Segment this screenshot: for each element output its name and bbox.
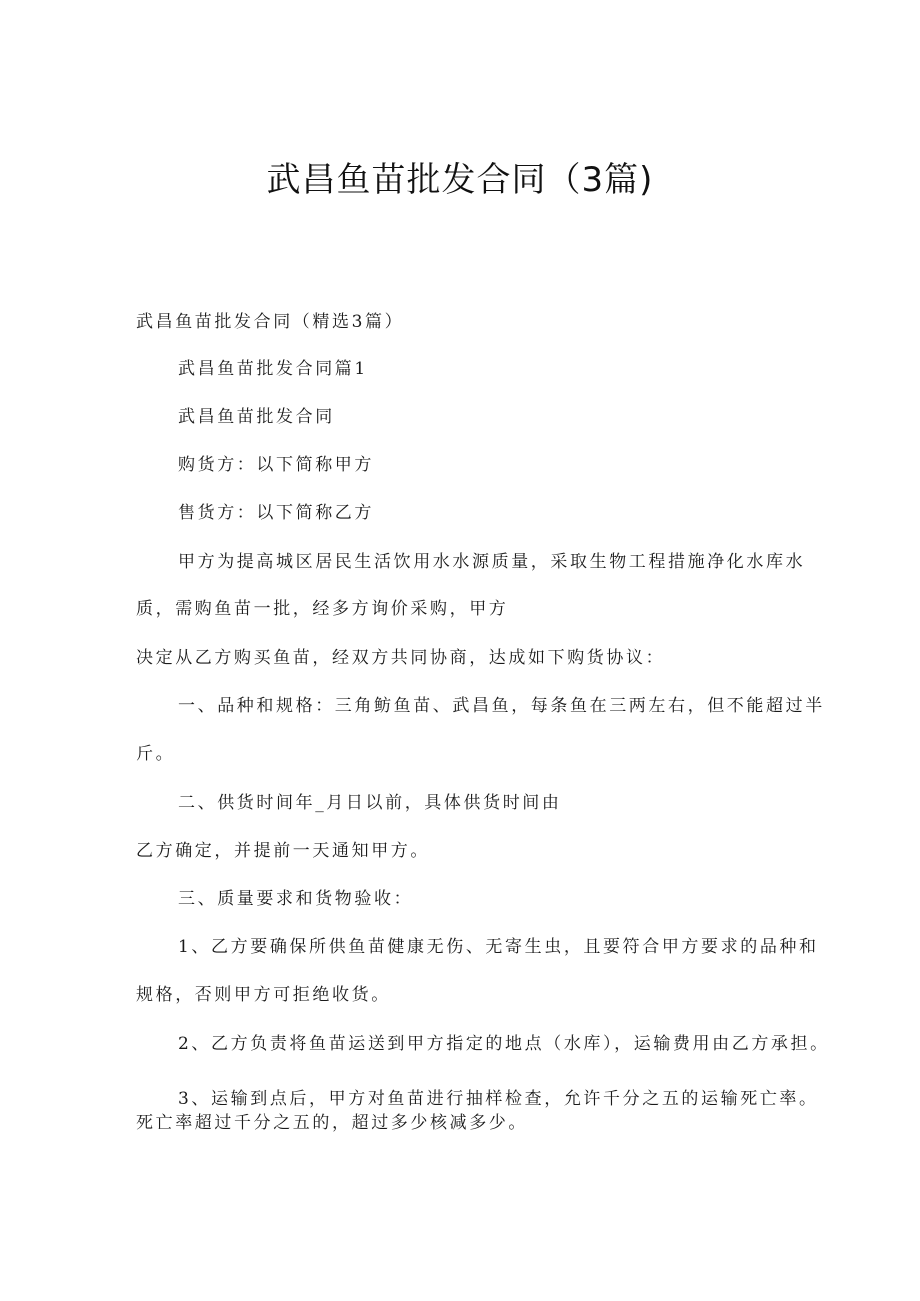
sub-clause-two: 2、乙方负责将鱼苗运送到甲方指定的地点（水库），运输费用由乙方承担。 [178, 1034, 830, 1054]
paragraph-line: 质，需购鱼苗一批，经多方询价采购，甲方 [136, 599, 509, 619]
document-title: 武昌鱼苗批发合同（3篇) [266, 160, 654, 200]
clause-three: 三、质量要求和货物验收： [178, 889, 414, 909]
section-heading: 武昌鱼苗批发合同篇1 [178, 359, 368, 379]
buyer-line: 购货方：以下简称甲方 [178, 455, 374, 475]
paragraph-line: 死亡率超过千分之五的，超过多少核减多少。 [136, 1113, 528, 1133]
clause-one: 一、品种和规格：三角鲂鱼苗、武昌鱼，每条鱼在三两左右，但不能超过半 [178, 696, 825, 716]
contract-name: 武昌鱼苗批发合同 [178, 407, 335, 427]
sub-clause-three: 3、运输到点后，甲方对鱼苗进行抽样检查，允许千分之五的运输死亡率。 [178, 1089, 819, 1109]
paragraph-line: 斤。 [136, 744, 176, 764]
subtitle-line: 武昌鱼苗批发合同（精选3篇） [136, 312, 405, 332]
paragraph-line: 规格，否则甲方可拒绝收货。 [136, 985, 391, 1005]
paragraph-line: 决定从乙方购买鱼苗，经双方共同协商，达成如下购货协议： [136, 648, 666, 668]
clause-two: 二、供货时间年_月日以前，具体供货时间由 [178, 793, 562, 813]
paragraph-line: 甲方为提高城区居民生活饮用水水源质量，采取生物工程措施净化水库水 [178, 552, 806, 572]
sub-clause-one: 1、乙方要确保所供鱼苗健康无伤、无寄生虫，且要符合甲方要求的品种和 [178, 937, 819, 957]
seller-line: 售货方：以下简称乙方 [178, 503, 374, 523]
paragraph-line: 乙方确定，并提前一天通知甲方。 [136, 841, 430, 861]
